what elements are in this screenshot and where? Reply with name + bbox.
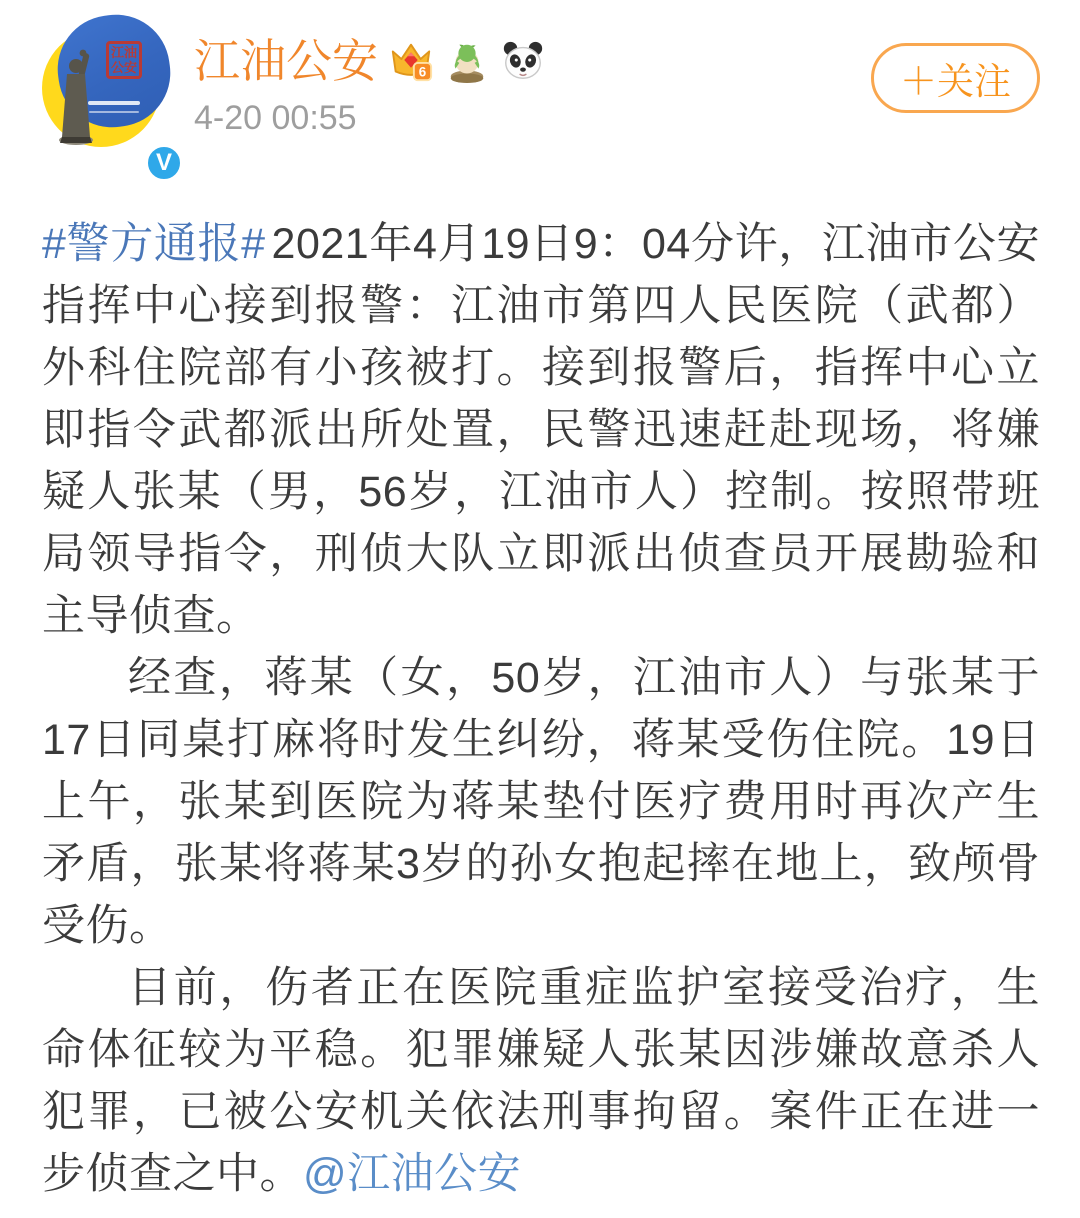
avatar[interactable] <box>42 29 172 176</box>
verified-badge-icon: V <box>144 143 184 183</box>
post-content <box>42 213 1040 1205</box>
follow-button[interactable] <box>871 43 1040 113</box>
post-timestamp: 4-20 00:55 <box>194 99 357 137</box>
author-name[interactable]: 江油公安 <box>194 35 378 87</box>
paragraph-3-text: 目前，伤者正在医院重症监护室接受治疗，生命体征较为平稳。犯罪嫌疑人张某因涉嫌故意杀人犯罪，已被公安机关依法刑事拘留。案件正在进一步侦查之中。 <box>42 964 1040 1198</box>
paragraph-1 <box>42 213 1040 647</box>
svg-text:6: 6 <box>418 64 427 80</box>
paragraph-2 <box>42 647 1040 957</box>
author-block <box>194 25 546 138</box>
panda-badge-icon <box>500 38 546 84</box>
hashtag-link[interactable]: #警方通报# <box>42 220 266 268</box>
avatar-seal-stamp: 江油公安 <box>106 41 142 79</box>
post-header <box>42 25 1040 185</box>
statue-icon <box>50 47 106 147</box>
paragraph-2-text: 经查，蒋某（女，50岁，江油市人）与张某于17日同桌打麻将时发生纠纷，蒋某受伤住院。19日上午，张某到医院为蒋某垫付医疗费用时再次产生矛盾，张某将蒋某3岁的孙女抱起摔在地上，致颅骨受伤。 <box>42 654 1040 950</box>
mention-link[interactable]: @江油公安 <box>303 1150 522 1198</box>
sprout-doll-badge-icon <box>444 38 490 84</box>
paragraph-1-text: 2021年4月19日9：04分许，江油市公安指挥中心接到报警：江油市第四人民医院（武都）外科住院部有小孩被打。接到报警后，指挥中心立即指令武都派出所处置，民警迅速赶赴现场，将嫌疑人张某（男，56岁，江油市人）控制。按照带班局领导指令，刑侦大队立即派出侦查员开展勘验和主导侦查。 <box>42 220 1040 640</box>
vip-crown-level-badge-icon <box>388 38 434 84</box>
paragraph-3 <box>42 957 1040 1205</box>
follow-button-label: ＋关注 <box>900 61 1011 102</box>
